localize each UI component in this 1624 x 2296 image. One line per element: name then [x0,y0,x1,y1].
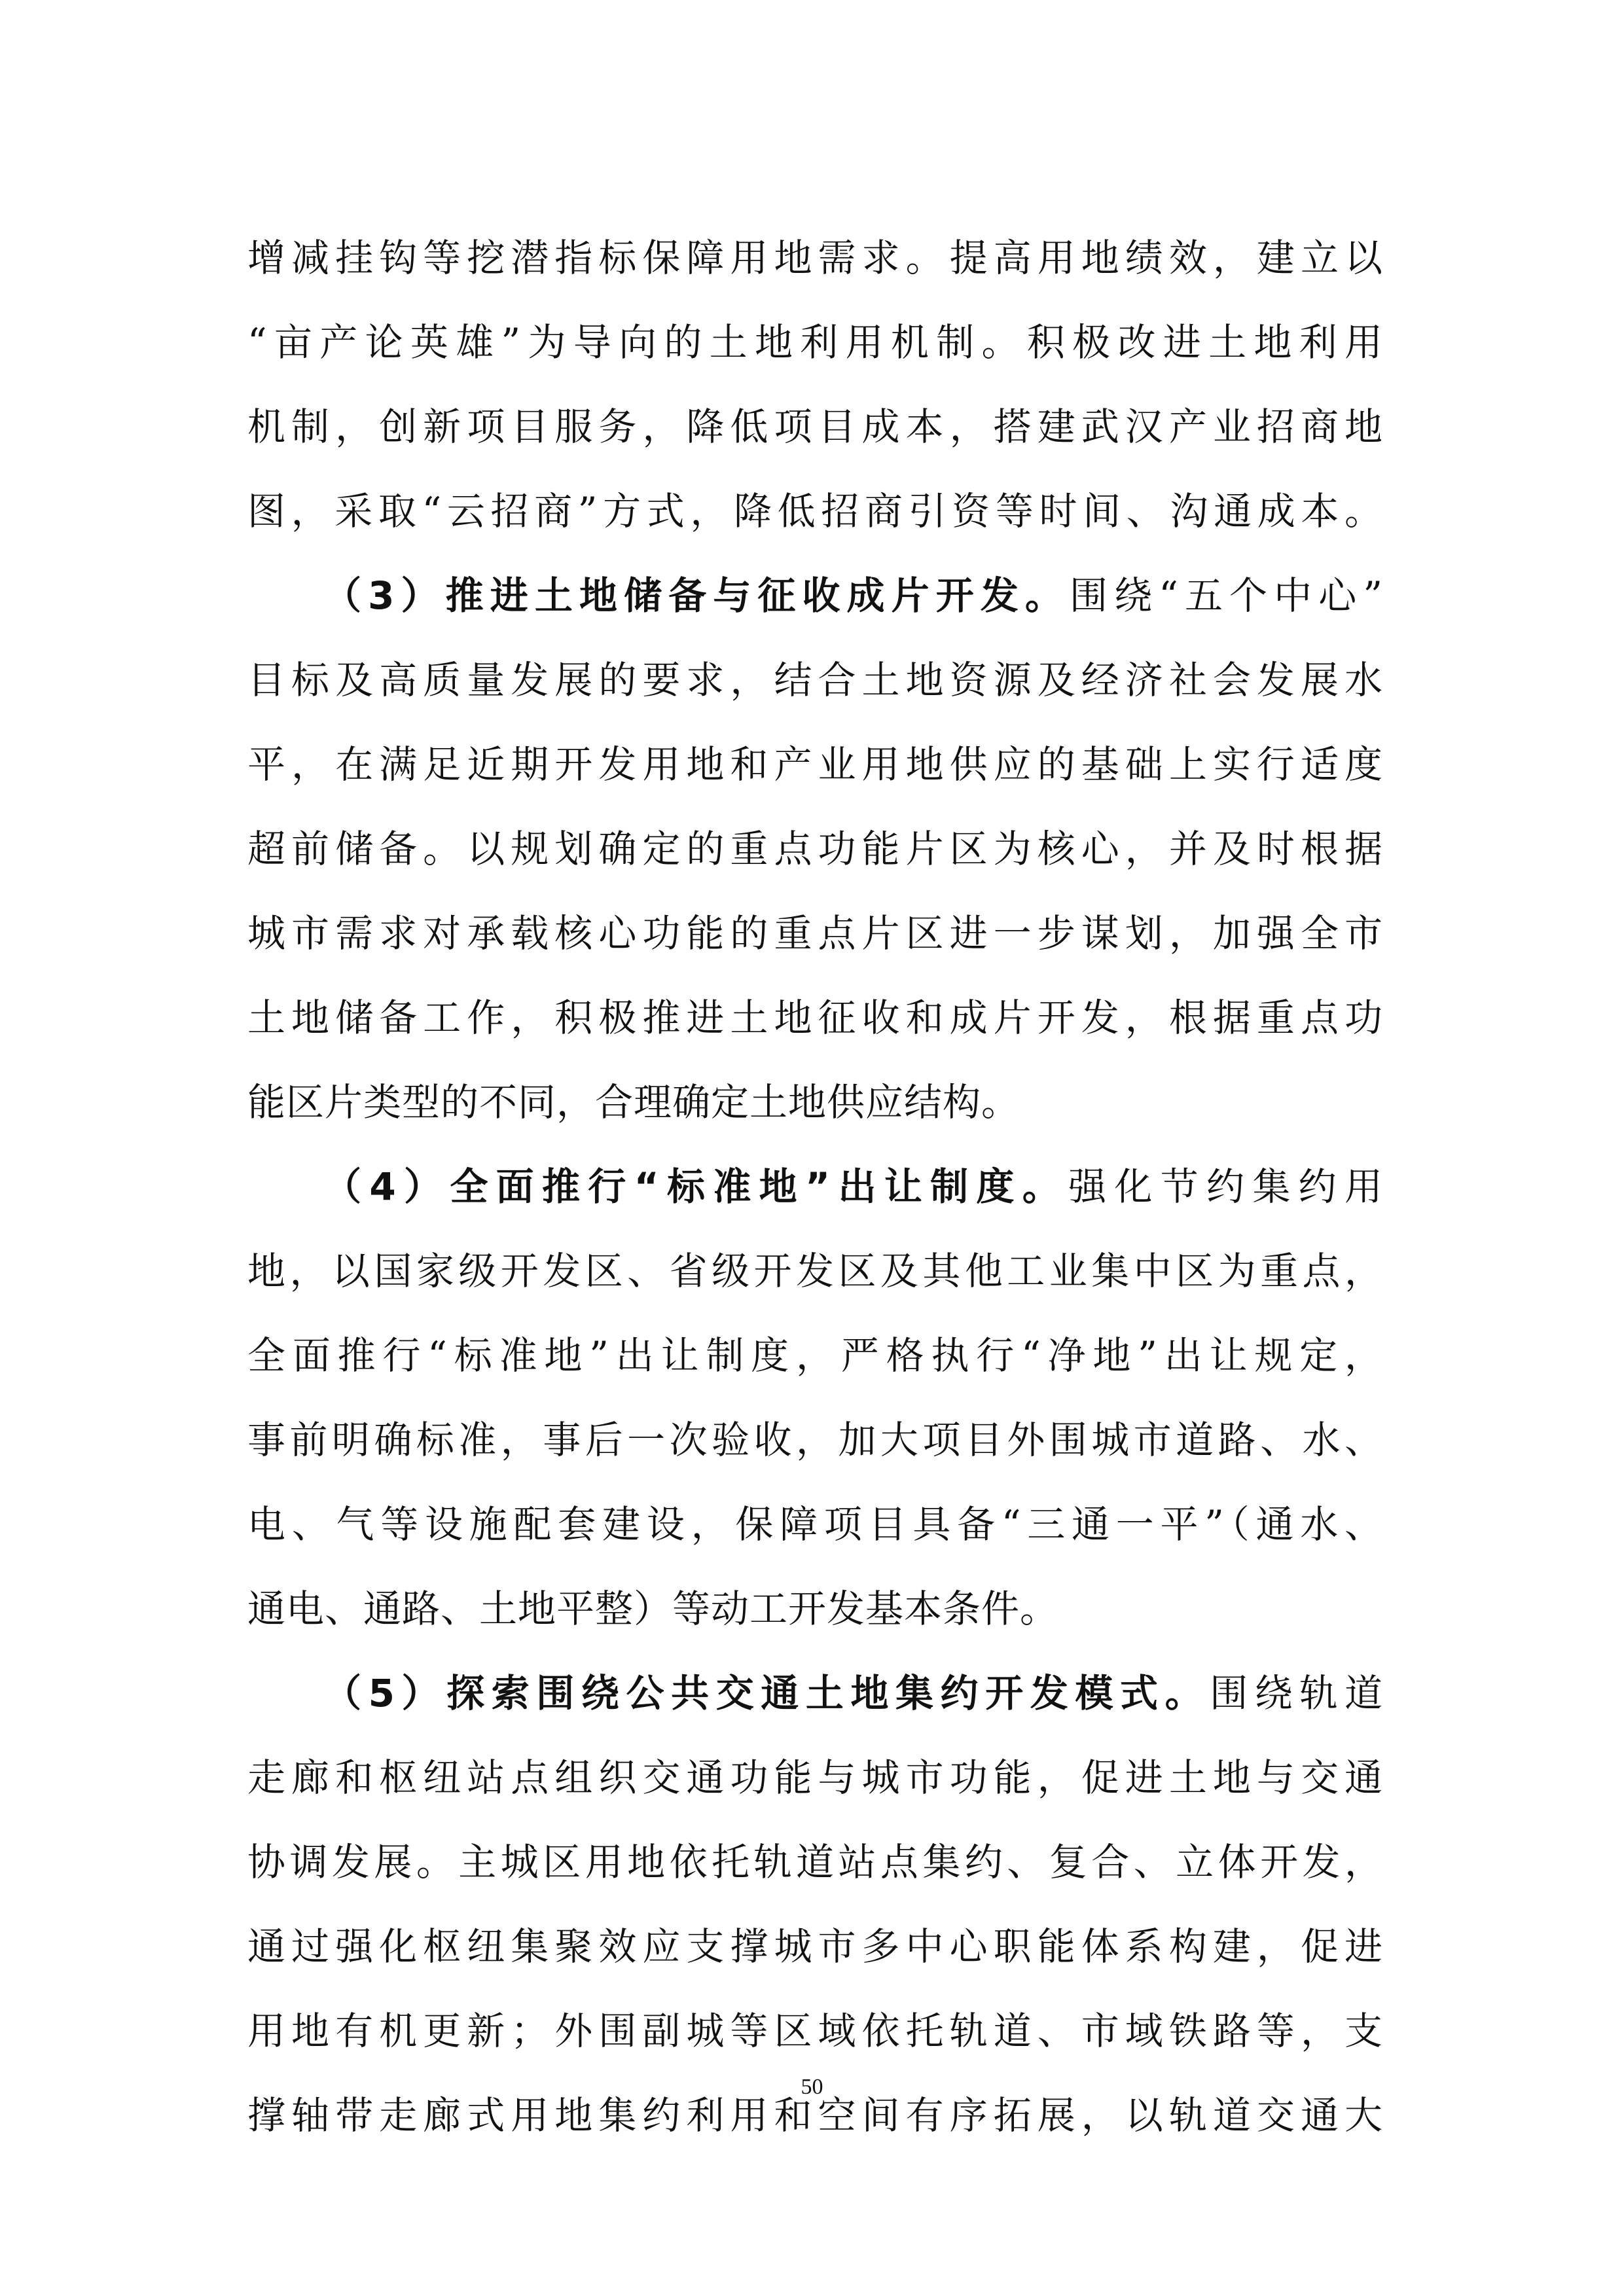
text-line: 土地储备工作，积极推进土地征收和成片开发，根据重点功 [247,996,1383,1040]
text-line: 事前明确标准，事后一次验收，加大项目外围城市道路、水、 [247,1418,1383,1462]
section-4-heading: （4）全面推行“标准地”出让制度。 [323,1164,1069,1209]
text-line: 电、气等设施配套建设，保障项目具备“三通一平”（通水、 [247,1502,1383,1547]
text-line: 机制，创新项目服务，降低项目成本，搭建武汉产业招商地 [247,404,1383,449]
text-line: 地，以国家级开发区、省级开发区及其他工业集中区为重点， [247,1249,1383,1293]
section-3-first-line-text: 围绕“五个中心” [1070,573,1383,618]
section-5-heading: （5）探索围绕公共交通土地集约开发模式。 [323,1671,1210,1715]
page-number: 50 [801,2075,823,2099]
text-line: 用地有机更新；外围副城等区域依托轨道、市域铁路等，支 [247,2009,1383,2053]
text-line: 平，在满足近期开发用地和产业用地供应的基础上实行适度 [247,742,1383,787]
text-line: 通电、通路、土地平整）等动工开发基本条件。 [247,1587,1059,1631]
text-line: “亩产论英雄”为导向的土地利用机制。积极改进土地利用 [247,320,1383,365]
section-4-first-line-text: 强化节约集约用 [1068,1164,1383,1209]
text-line: 超前储备。以规划确定的重点功能片区为核心，并及时根据 [247,827,1383,871]
text-line: 全面推行“标准地”出让制度，严格执行“净地”出让规定， [247,1333,1383,1378]
text-line: 目标及高质量发展的要求，结合土地资源及经济社会发展水 [247,658,1383,702]
text-line: 图，采取“云招商”方式，降低招商引资等时间、沟通成本。 [247,489,1383,533]
text-line: 走廊和枢纽站点组织交通功能与城市功能，促进土地与交通 [247,1755,1383,1800]
text-line: 撑轴带走廊式用地集约利用和空间有序拓展，以轨道交通大 [247,2093,1383,2138]
text-line: 协调发展。主城区用地依托轨道站点集约、复合、立体开发， [247,1840,1383,1884]
section-5-first-line-text: 围绕轨道 [1210,1671,1383,1715]
text-line: 增减挂钩等挖潜指标保障用地需求。提高用地绩效，建立以 [247,236,1383,280]
section-4-first-line [247,1145,1383,1229]
text-line: 通过强化枢纽集聚效应支撑城市多中心职能体系构建，促进 [247,1924,1383,1969]
section-3-heading: （3）推进土地储备与征收成片开发。 [323,573,1070,618]
section-5-first-line [247,1651,1383,1736]
section-3-first-line [247,554,1383,638]
body-text [247,216,1383,2158]
text-line: 能区片类型的不同，合理确定土地供应结构。 [247,1080,1020,1124]
text-line: 城市需求对承载核心功能的重点片区进一步谋划，加强全市 [247,911,1383,956]
